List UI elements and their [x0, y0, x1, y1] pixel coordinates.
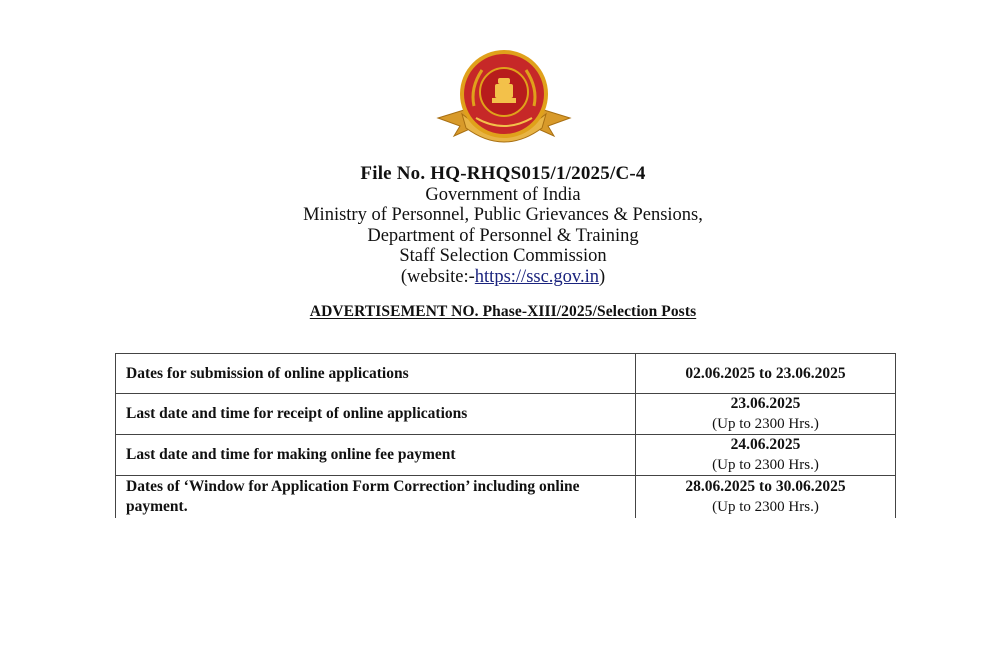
- schedule-time-note: (Up to 2300 Hrs.): [712, 416, 819, 432]
- schedule-time-note: (Up to 2300 Hrs.): [712, 498, 819, 515]
- website-link[interactable]: https://ssc.gov.in: [474, 266, 599, 287]
- schedule-time-note: (Up to 2300 Hrs.): [712, 457, 819, 473]
- schedule-value-cell: [636, 394, 896, 435]
- website-line: [0, 267, 1006, 288]
- table-row: [116, 476, 896, 518]
- schedule-label-cell: Last date and time for receipt of online applications: [116, 394, 636, 435]
- schedule-date: 24.06.2025: [730, 436, 801, 453]
- schedule-value-cell: [636, 354, 896, 394]
- schedule-label-cell: Dates of ‘Window for Application Form Correction’ including online payment.: [116, 476, 636, 518]
- table-row: [116, 394, 896, 435]
- schedule-date: 28.06.2025 to 30.06.2025: [685, 477, 846, 495]
- advertisement-title: ADVERTISEMENT NO. Phase-XIII/2025/Selection Posts: [309, 303, 697, 320]
- ssc-emblem-logo-icon: [434, 48, 574, 148]
- schedule-date: 02.06.2025 to 23.06.2025: [685, 364, 846, 382]
- schedule-label-cell: Dates for submission of online applications: [116, 354, 636, 394]
- schedule-label-cell: Last date and time for making online fee payment: [116, 435, 636, 476]
- ssc-logo: [434, 48, 574, 148]
- schedule-value-cell: [636, 435, 896, 476]
- file-number: File No. HQ-RHQS015/1/2025/C-4: [360, 163, 646, 184]
- ministry-line: Ministry of Personnel, Public Grievances & Pensions,: [303, 205, 703, 225]
- table-row: [116, 354, 896, 394]
- website-suffix: ): [599, 266, 606, 287]
- schedule-date: 23.06.2025: [730, 395, 801, 412]
- government-line: Government of India: [425, 184, 581, 205]
- table-row: [116, 435, 896, 476]
- website-prefix: (website:-: [400, 266, 475, 287]
- commission-line: Staff Selection Commission: [399, 246, 607, 266]
- schedule-value-cell: [636, 476, 896, 518]
- department-line: Department of Personnel & Training: [367, 225, 639, 246]
- schedule-table: [115, 353, 896, 518]
- document-header: [0, 164, 1006, 287]
